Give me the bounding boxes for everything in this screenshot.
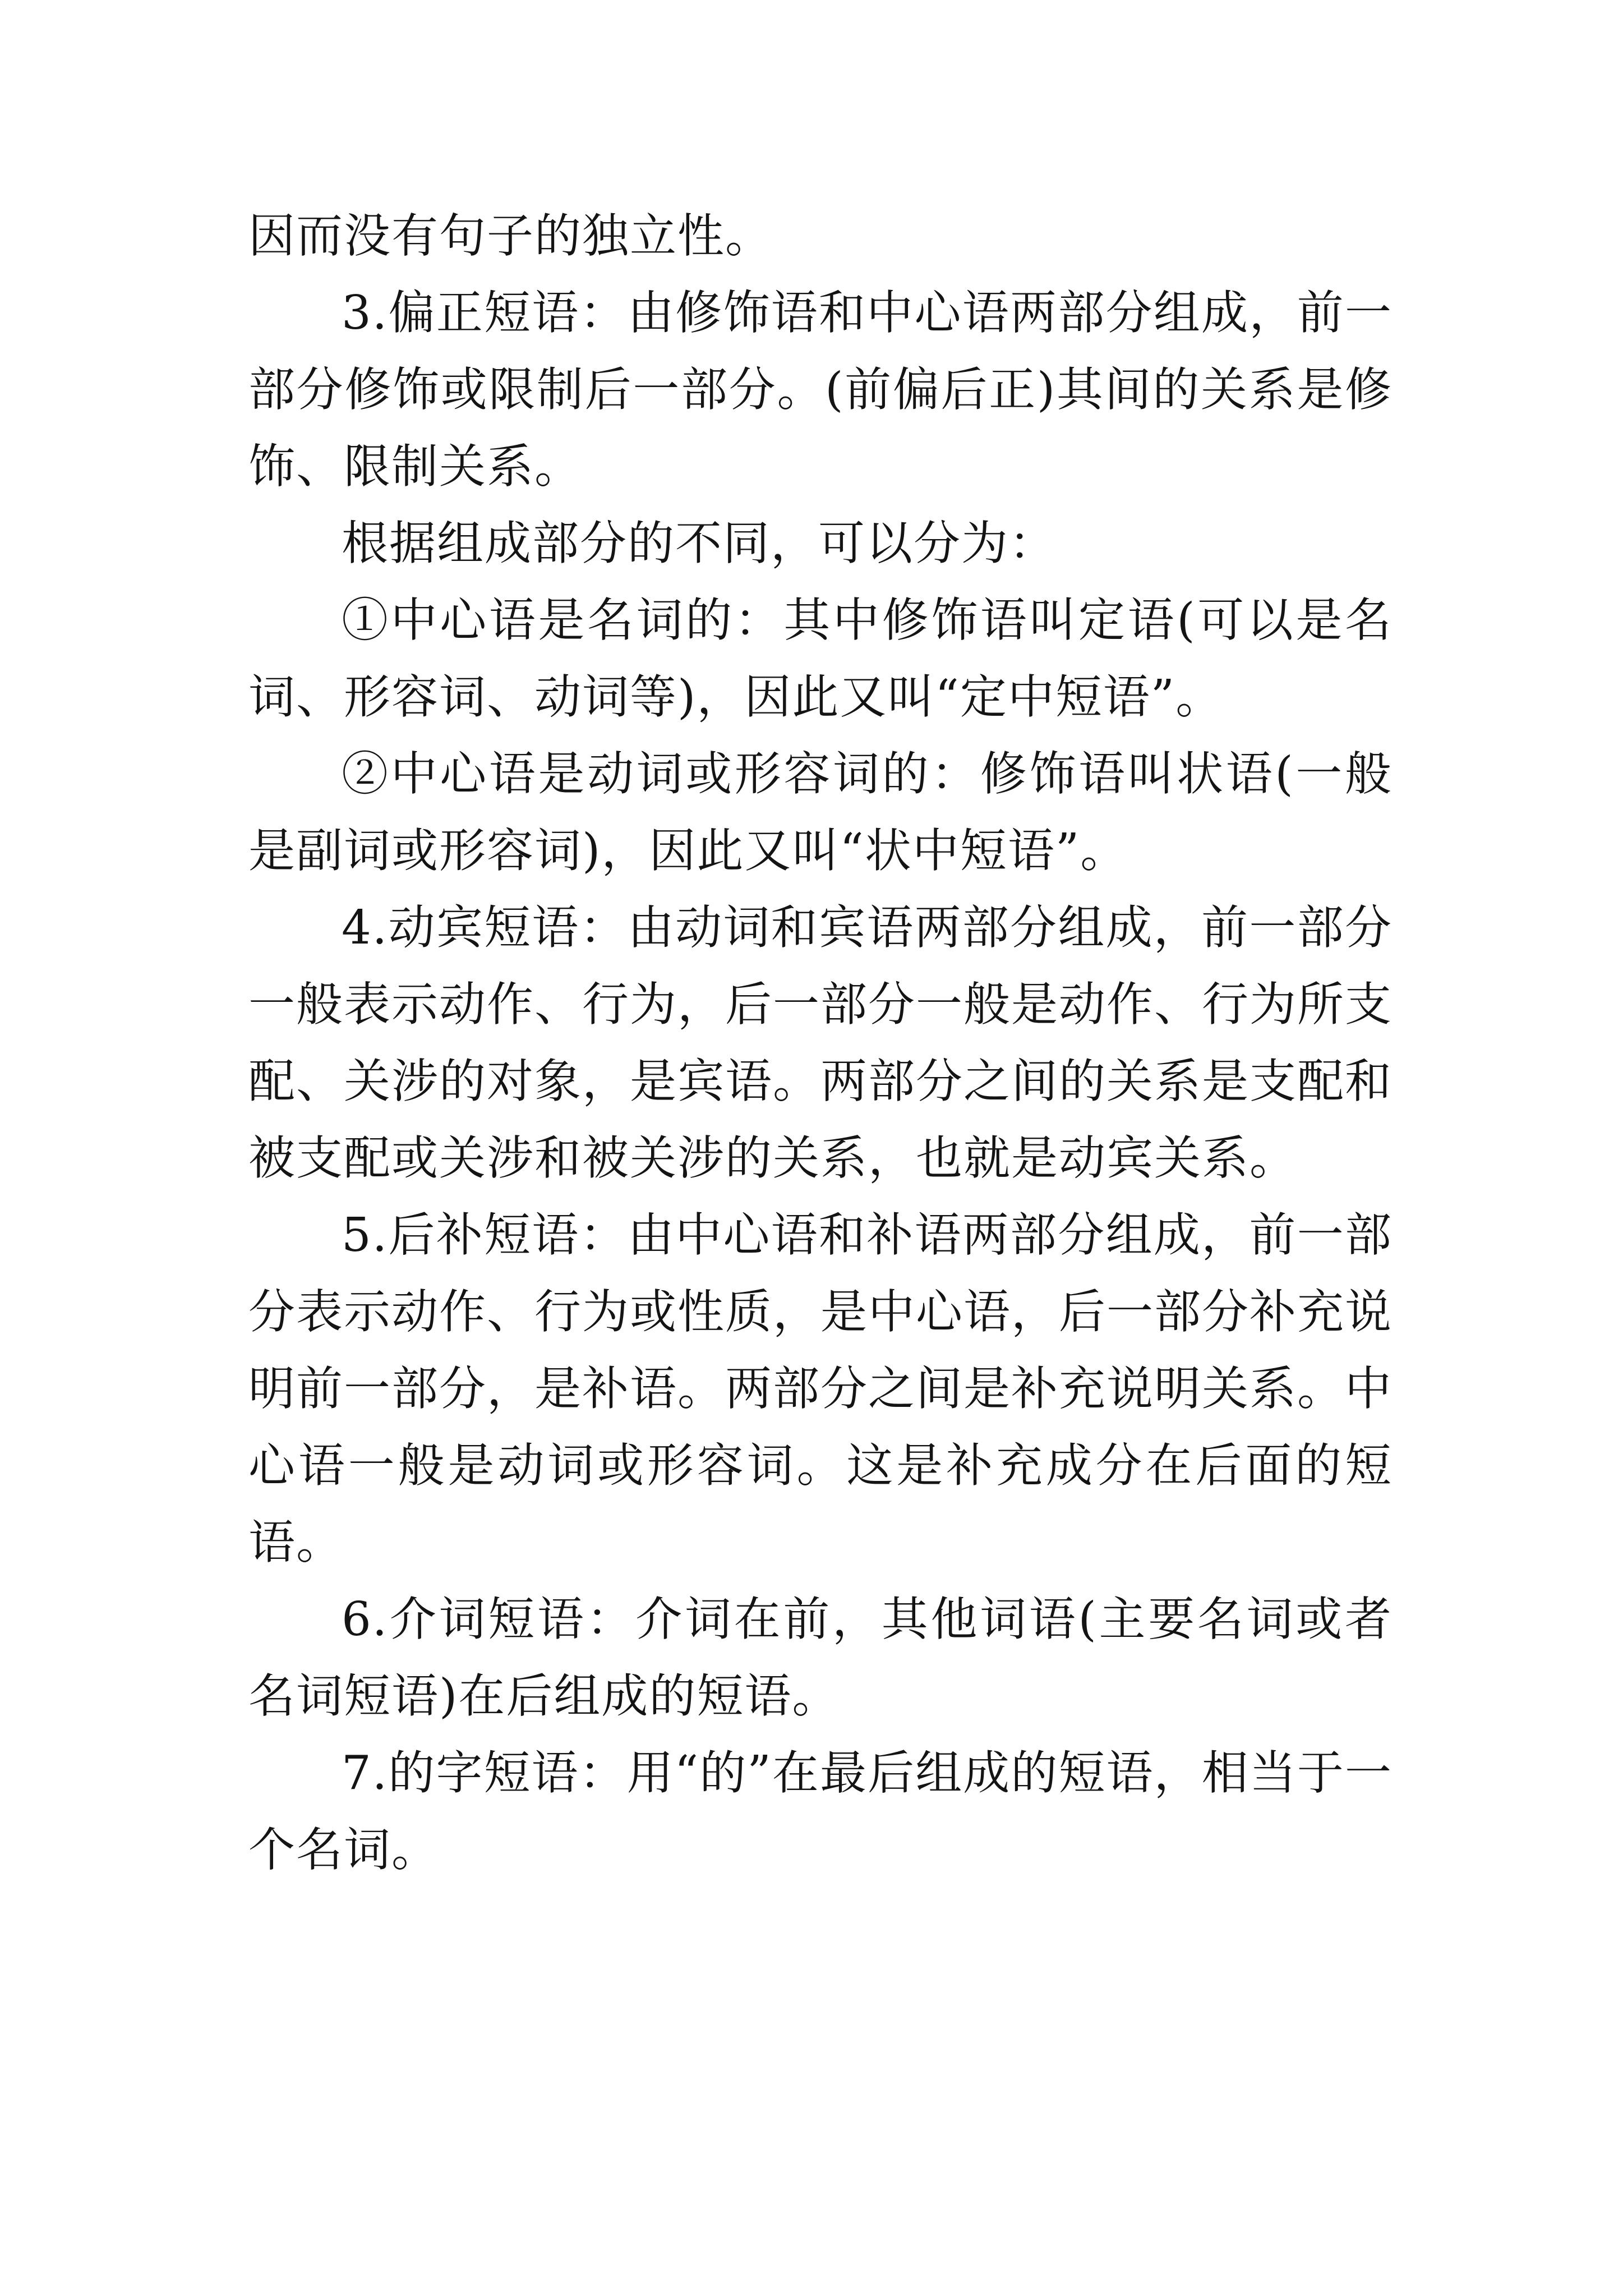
paragraph-verb-object-phrase: 4.动宾短语：由动词和宾语两部分组成，前一部分一般表示动作、行为，后一部分一般是动作、行为所支配、关涉的对象，是宾语。两部分之间的关系是支配和被支配或关涉和被关涉的关系，也就是动宾关系。 bbox=[248, 900, 1393, 1185]
paragraph-classification-intro: 根据组成部分的不同，可以分为： bbox=[342, 516, 1057, 570]
paragraph-complement-phrase: 5.后补短语：由中心语和补语两部分组成，前一部分表示动作、行为或性质，是中心语，后一部分补充说明前一部分，是补语。两部分之间是补充说明关系。中心语一般是动词或形容词。这是补充成分在后面的短语。 bbox=[248, 1208, 1393, 1570]
paragraph-adverbial-phrase: ②中心语是动词或形容词的：修饰语叫状语(一般是副词或形容词)，因此又叫“状中短语”。 bbox=[248, 747, 1393, 878]
paragraph-modifier-phrase: 3.偏正短语：由修饰语和中心语两部分组成，前一部分修饰或限制后一部分。(前偏后正)其间的关系是修饰、限制关系。 bbox=[248, 286, 1393, 494]
paragraph-attributive-phrase: ①中心语是名词的：其中修饰语叫定语(可以是名词、形容词、动词等)，因此又叫“定中短语”。 bbox=[248, 593, 1393, 724]
document-body bbox=[248, 197, 1393, 1888]
paragraph-prepositional-phrase: 6.介词短语：介词在前，其他词语(主要名词或者名词短语)在后组成的短语。 bbox=[248, 1592, 1393, 1723]
paragraph-de-phrase: 7.的字短语：用“的”在最后组成的短语，相当于一个名词。 bbox=[248, 1746, 1393, 1877]
paragraph-continuation: 因而没有句子的独立性。 bbox=[248, 209, 773, 263]
